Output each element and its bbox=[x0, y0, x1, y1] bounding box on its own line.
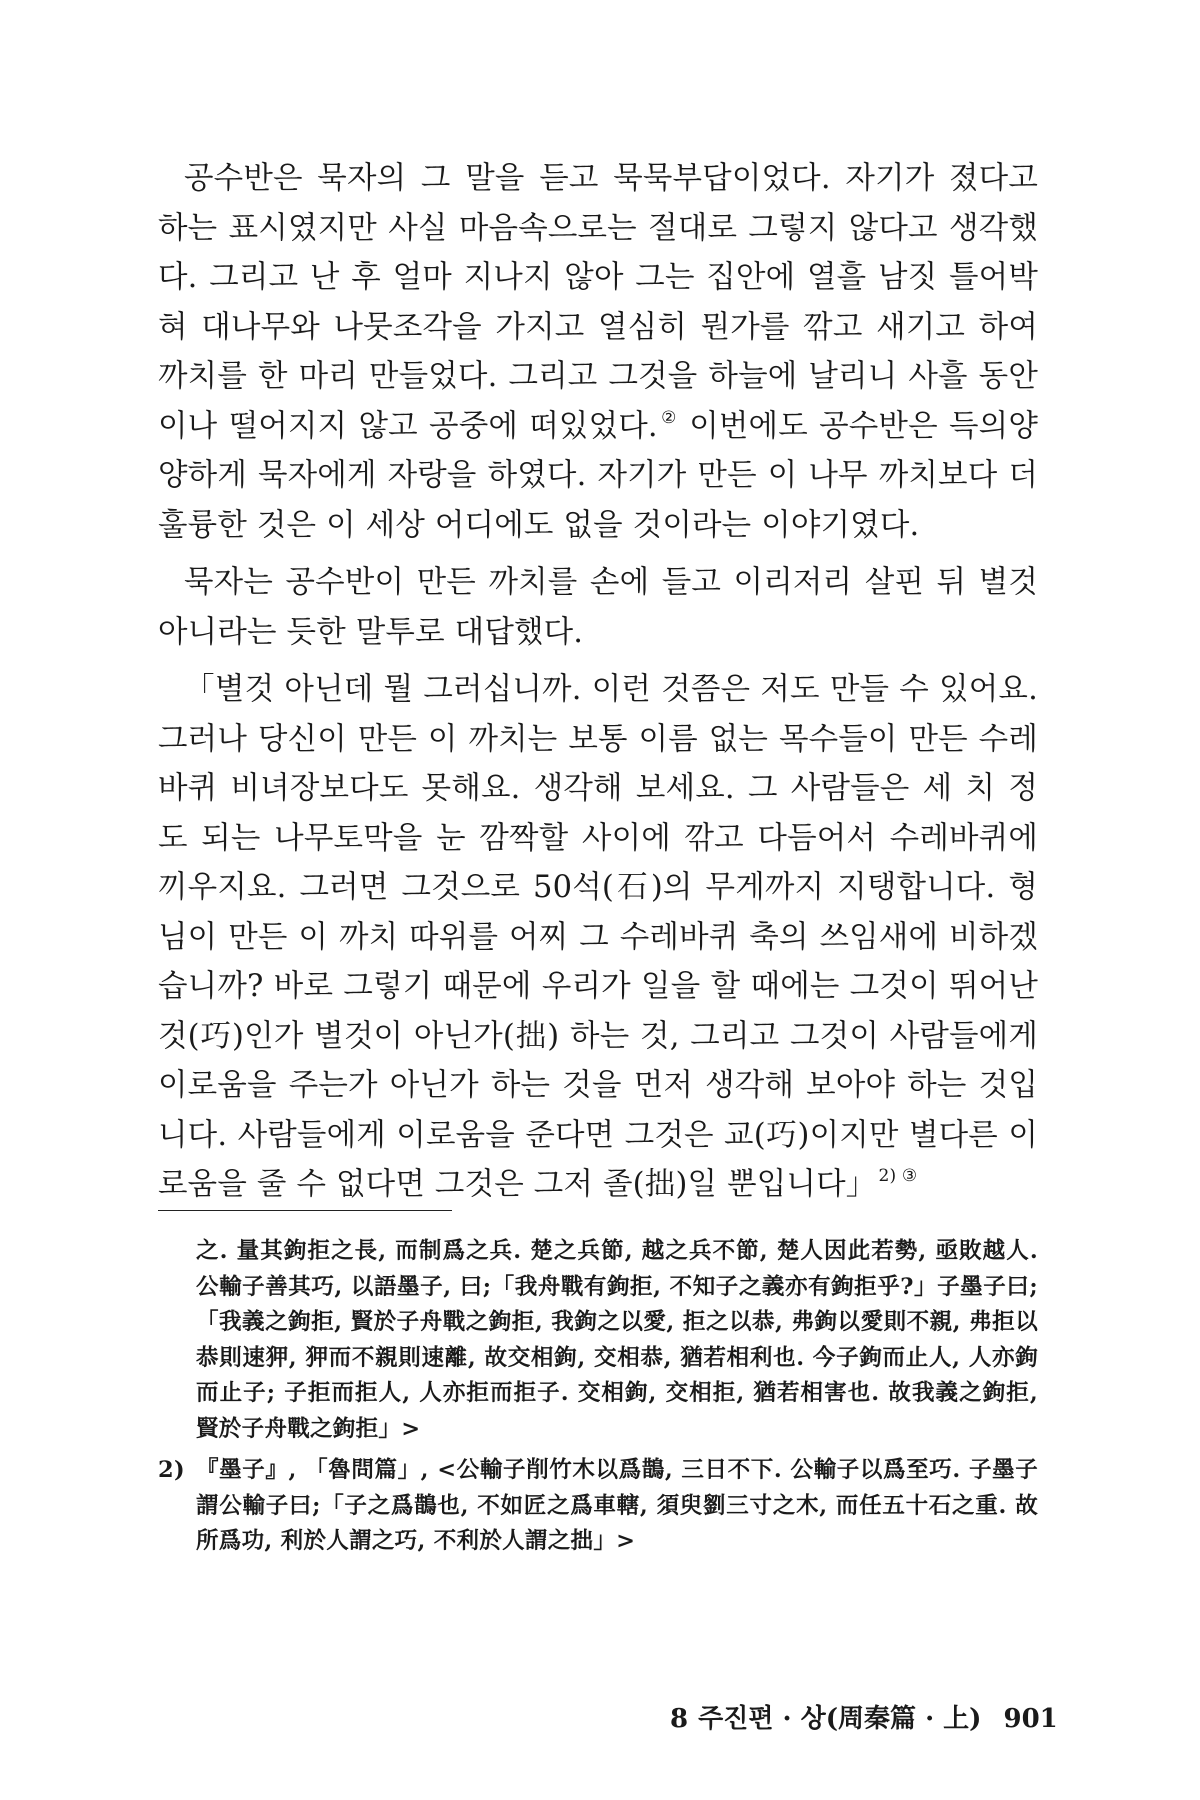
chapter-number: 8 bbox=[670, 1704, 689, 1734]
footnote-number: 2) bbox=[158, 1457, 185, 1483]
page-footer bbox=[670, 1698, 1058, 1735]
footnote-divider bbox=[158, 1210, 452, 1211]
footnote-marker: 2) ③ bbox=[878, 1166, 918, 1186]
footnotes bbox=[158, 1234, 1038, 1560]
footnote-marker: ② bbox=[659, 407, 678, 428]
paragraph-1: 공수반은 묵자의 그 말을 듣고 묵묵부답이었다. 자기가 졌다고 하는 표시였지만 사실 마음속으로는 절대로 그렇지 않다고 생각했다. 그리고 난 후 얼마 지나지 않아 그는 집안에 열흘 남짓 틀어박혀 대나무와 나뭇조각을 가지고 열심히 뭔가를 깎고 새기고 하여 까치를 한 마리 만들었다. 그리고 그것을 하늘에 날리니 사흘 동안이나 떨어지지 않고 공중에 떠있었다. ② 이번에도 공수반은 득의양양하게 묵자에게 자랑을 하였다. 자기가 만든 이 나무 까치보다 더 훌륭한 것은 이 세상 어디에도 없을 것이라는 이야기였다. bbox=[158, 161, 1038, 543]
paragraph-3: 「별것 아닌데 뭘 그러십니까. 이런 것쯤은 저도 만들 수 있어요. 그러나 당신이 만든 이 까치는 보통 이름 없는 목수들이 만든 수레바퀴 비녀장보다도 못해요. 생각해 보세요. 그 사람들은 세 치 정도 되는 나무토막을 눈 깜짝할 사이에 깎고 다듬어서 수레바퀴에 끼우지요. 그러면 그것으로 50석(石)의 무게까지 지탱합니다. 형님이 만든 이 까치 따위를 어찌 그 수레바퀴 축의 쓰임새에 비하겠습니까? 바로 그렇기 때문에 우리가 일을 할 때에는 그것이 뛰어난 것(巧)인가 별것이 아닌가(拙) 하는 것, 그리고 그것이 사람들에게 이로움을 주는가 아닌가 하는 것을 먼저 생각해 보아야 하는 것입니다. 사람들에게 이로움을 준다면 그것은 교(巧)이지만 별다른 이로움을 줄 수 없다면 그것은 그저 졸(拙)일 뿐입니다」 $^{2) ③}$ bbox=[158, 672, 1038, 1202]
chapter-title: 주진편 · 상(周秦篇 · 上) bbox=[698, 1704, 982, 1734]
footnote-continuation: 之. 量其鉤拒之長, 而制爲之兵. 楚之兵節, 越之兵不節, 楚人因此若勢, 亟敗越人. 公輸子善其巧, 以語墨子, 曰;「我舟戰有鉤拒, 不知子之義亦有鉤拒乎?」子墨子曰;「我義之鉤拒, 賢於子舟戰之鉤拒, 我鉤之以愛, 拒之以恭, 弗鉤以愛則不親, 弗拒以恭則速狎, 狎而不親則速離, 故交相鉤, 交相恭, 猶若相利也. 今子鉤而止人, 人亦鉤而止子; 子拒而拒人, 人亦拒而拒子. 交相鉤, 交相拒, 猶若相害也. 故我義之鉤拒, 賢於子舟戰之鉤拒」> bbox=[196, 1238, 1038, 1442]
main-text bbox=[158, 154, 1038, 1218]
paragraph-2: 묵자는 공수반이 만든 까치를 손에 들고 이리저리 살핀 뒤 별것 아니라는 듯한 말투로 대답했다. bbox=[158, 565, 1038, 650]
footnote-item bbox=[158, 1453, 1038, 1560]
page-number: 901 bbox=[1003, 1704, 1058, 1734]
footnote-text: 『墨子』, 「魯問篇」, <公輸子削竹木以爲鵲, 三日不下. 公輸子以爲至巧. 子墨子謂公輸子曰;「子之爲鵲也, 不如匠之爲車轄, 須臾劉三寸之木, 而任五十石之重. 故所爲功, 利於人謂之巧, 不利於人謂之拙」> bbox=[196, 1457, 1038, 1554]
